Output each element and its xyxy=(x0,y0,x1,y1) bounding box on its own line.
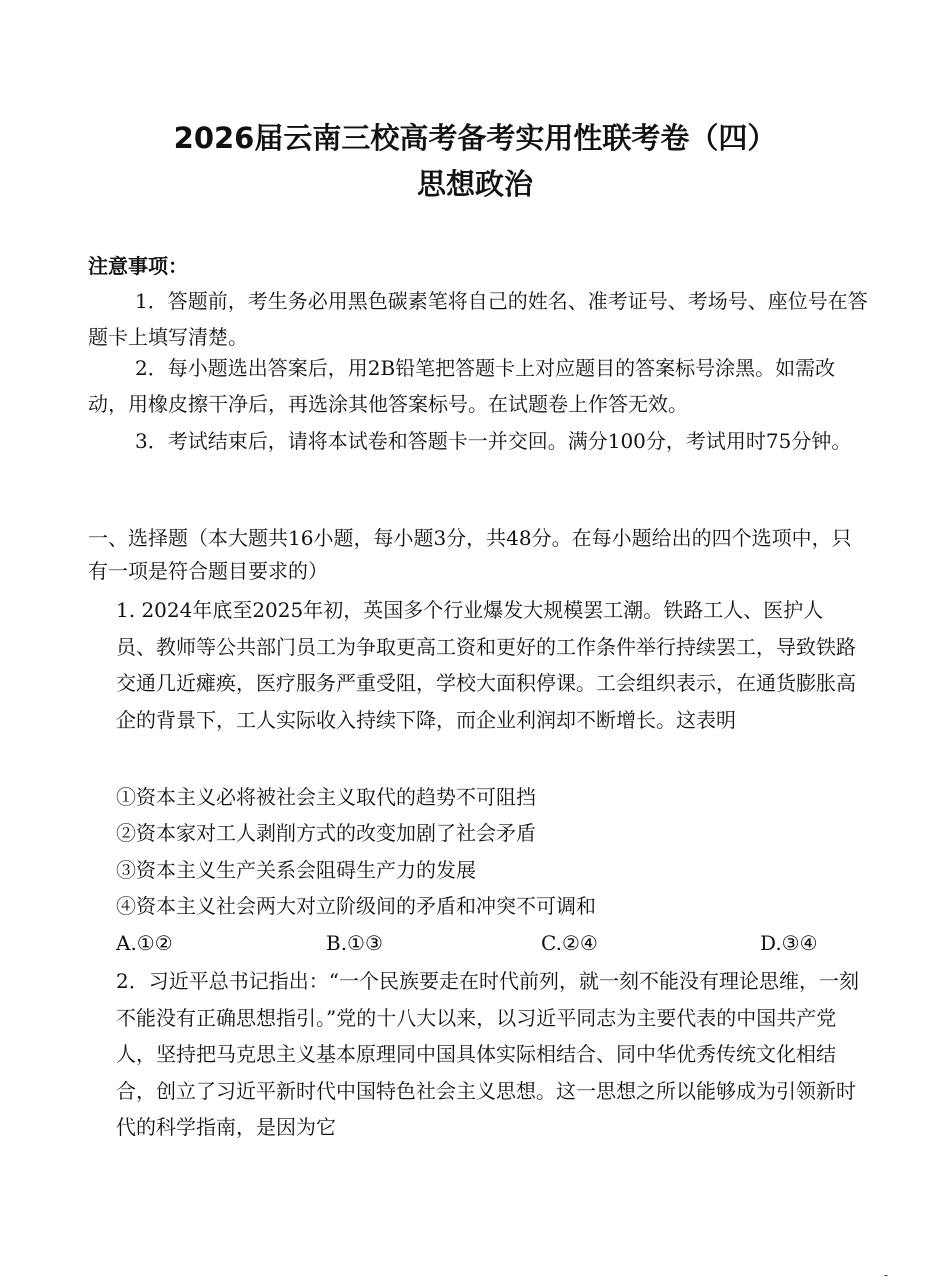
page-corner-mark: - xyxy=(884,1268,889,1282)
question-1-option-c: C.②④ xyxy=(541,931,598,955)
exam-title: 2026届云南三校高考备考实用性联考卷（四） xyxy=(173,121,777,155)
notice-item-3: 3．考试结束后，请将本试卷和答题卡一并交回。满分100分，考试用时75分钟。 xyxy=(135,429,852,453)
question-2-stem: 2．习近平总书记指出：“一个民族要走在时代前列，就一刻不能没有理论思维，一刻不能没有正确思想指引。”党的十八大以来，以习近平同志为主要代表的中国共产党人，坚持把马克思主义基本原理同中国具体实际相结合、同中华优秀传统文化相结合，创立了习近平新时代中国特色社会主义思想。这一思想之所以能够成为引领新时代的科学指南，是因为它 xyxy=(116,969,859,1139)
subject-title: 思想政治 xyxy=(416,167,533,201)
notice-item-1: 1．答题前，考生务必用黑色碳素笔将自己的姓名、准考证号、考场号、座位号在答题卡上填写清楚。 xyxy=(88,289,868,349)
question-1-option-a: A.①② xyxy=(116,931,173,955)
question-1-statement-2: ②资本家对工人剥削方式的改变加剧了社会矛盾 xyxy=(116,821,536,845)
question-1-statement-3: ③资本主义生产关系会阻碍生产力的发展 xyxy=(116,858,476,882)
section-heading: 一、选择题（本大题共16小题，每小题3分，共48分。在每小题给出的四个选项中，只有一项是符合题目要求的） xyxy=(88,526,852,583)
question-1-stem: 1. 2024年底至2025年初，英国多个行业爆发大规模罢工潮。铁路工人、医护人员、教师等公共部门员工为争取更高工资和更好的工作条件举行持续罢工，导致铁路交通几近瘫痪，医疗服务严重受阻，学校大面积停课。工会组织表示，在通货膨胀高企的背景下，工人实际收入持续下降，而企业利润却不断增长。这表明 xyxy=(116,598,856,732)
notice-item-2: 2．每小题选出答案后，用2B铅笔把答题卡上对应题目的答案标号涂黑。如需改动，用橡皮擦干净后，再选涂其他答案标号。在试题卷上作答无效。 xyxy=(88,356,836,416)
question-1-statement-1: ①资本主义必将被社会主义取代的趋势不可阻挡 xyxy=(116,785,536,809)
question-1-option-d: D.③④ xyxy=(760,931,818,955)
question-1-option-b: B.①③ xyxy=(326,931,383,955)
question-1-statement-4: ④资本主义社会两大对立阶级间的矛盾和冲突不可调和 xyxy=(116,894,596,918)
notice-heading: 注意事项： xyxy=(88,254,188,278)
